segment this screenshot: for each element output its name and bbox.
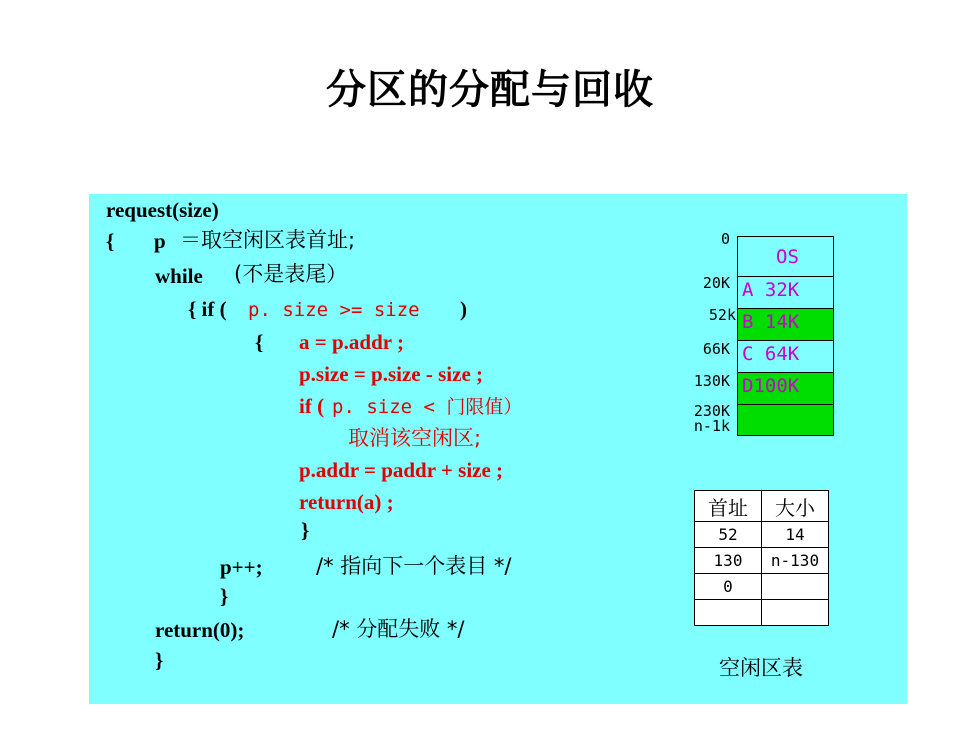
page-title: 分区的分配与回收 xyxy=(326,67,654,113)
code-while-cond: (不是表尾） xyxy=(234,262,348,286)
code-brace-inner: { xyxy=(255,330,264,354)
table-caption: 空闲区表 xyxy=(719,656,803,680)
mem-label-52k: 52k xyxy=(708,306,736,324)
mem-label-66k: 66K xyxy=(702,340,730,358)
table-row xyxy=(695,574,829,600)
table-cell: 130 xyxy=(695,548,762,574)
code-line-8: 取消该空闲区; xyxy=(348,426,482,450)
code-line-1: request(size) xyxy=(106,198,219,222)
code-comment-fail: /* 分配失败 */ xyxy=(332,617,465,641)
col-header-size: 大小 xyxy=(762,491,829,522)
code-if2-open: if ( xyxy=(299,394,325,418)
mem-block-c: C 64K xyxy=(738,341,833,373)
code-line-6: p.size = p.size - size ; xyxy=(299,362,484,386)
mem-label-130k: 130K xyxy=(693,372,730,390)
table-row xyxy=(695,548,829,574)
code-if-cond: p. size >= size xyxy=(248,299,420,321)
code-pplus: p++; xyxy=(220,555,263,579)
code-return-0: return(0); xyxy=(155,618,245,642)
code-line-2: ＝取空闲区表首址; xyxy=(180,228,356,252)
table-row xyxy=(695,522,829,548)
table-cell xyxy=(762,574,829,600)
code-brace-close: } xyxy=(155,648,164,672)
code-brace-open: { xyxy=(106,229,115,253)
code-line-9: p.addr = paddr + size ; xyxy=(299,458,504,482)
code-line-10: return(a) ; xyxy=(299,490,394,514)
free-area-table xyxy=(694,490,829,626)
mem-label-0: 0 xyxy=(720,230,730,248)
code-line-5: a = p.addr ; xyxy=(299,330,404,354)
mem-block-a: A 32K xyxy=(738,277,833,309)
code-brace-close-inner: } xyxy=(301,518,310,542)
code-if-open: { if ( xyxy=(188,297,227,321)
table-row xyxy=(695,600,829,626)
table-cell: 0 xyxy=(695,574,762,600)
mem-block-last xyxy=(738,405,833,436)
table-cell: n-130 xyxy=(762,548,829,574)
code-var-p: p xyxy=(154,229,166,253)
code-comment-next: /* 指向下一个表目 */ xyxy=(316,554,512,578)
memory-map xyxy=(737,236,834,436)
table-header-row xyxy=(695,491,829,522)
mem-label-end: n-1k xyxy=(693,417,730,435)
mem-block-b: B 14K xyxy=(738,309,833,341)
code-if2-cond: p. size < 门限值） xyxy=(332,396,523,418)
table-cell: 52 xyxy=(695,522,762,548)
mem-label-20k: 20K xyxy=(702,274,730,292)
mem-block-os: OS xyxy=(738,237,833,277)
mem-block-d: D100K xyxy=(738,373,833,405)
table-cell xyxy=(762,600,829,626)
mem-label-230k: 230K xyxy=(693,402,730,420)
table-cell xyxy=(695,600,762,626)
table-cell: 14 xyxy=(762,522,829,548)
col-header-address: 首址 xyxy=(695,491,762,522)
code-if-close: ) xyxy=(460,297,467,321)
code-brace-close-if: } xyxy=(220,584,229,608)
code-while: while xyxy=(155,264,203,288)
